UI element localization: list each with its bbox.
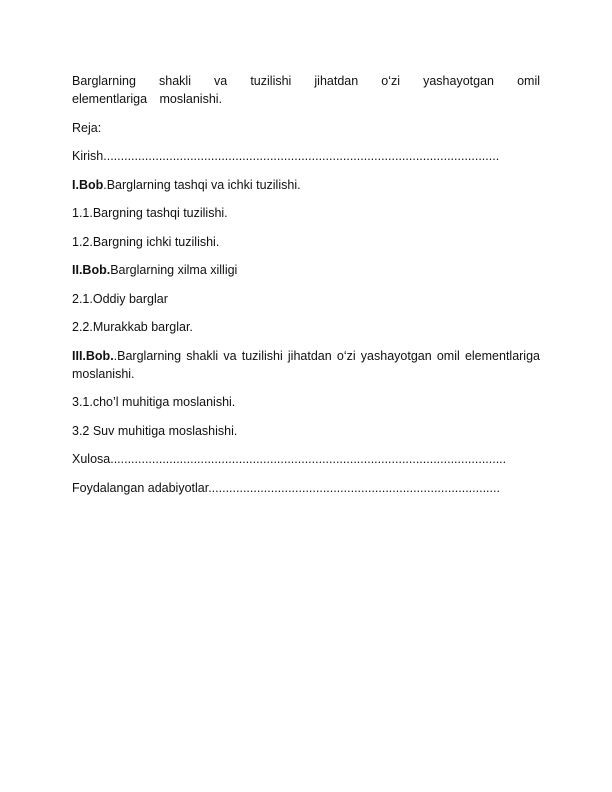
toc-item-text: Barglarning xilma xilligi (110, 263, 238, 277)
toc-item (72, 422, 540, 440)
toc-item (72, 147, 540, 165)
toc-item-text: Foydalangan adabiyotlar.................................................................................... (72, 480, 500, 495)
toc-item-prefix: II.Bob. (72, 263, 111, 277)
toc-item (72, 347, 540, 383)
toc-item (72, 318, 540, 336)
toc-item (72, 393, 540, 411)
toc-item-text: Xulosa.................................................................................................................. (72, 452, 507, 466)
toc-item-text: 1.1.Bargning tashqi tuzilishi. (72, 206, 228, 220)
table-of-contents (72, 147, 540, 497)
toc-item-prefix: III.Bob. (72, 348, 114, 363)
toc-item-text: .Barglarning tashqi va ichki tuzilishi. (103, 177, 301, 192)
toc-item-text: 1.2.Bargning ichki tuzilishi. (72, 234, 220, 249)
toc-item (72, 233, 540, 251)
toc-item-text: 2.1.Oddiy barglar (72, 291, 168, 306)
document-title: Barglarning shakli va tuzilishi jihatdan o‘zi yashayotgan omil elementlariga moslanishi. (72, 74, 540, 106)
toc-item (72, 479, 540, 497)
toc-item-text: 3.2 Suv muhitiga moslashishi. (72, 423, 238, 438)
toc-item-text: Kirish.................................................................................................................. (72, 149, 500, 163)
toc-item (72, 450, 540, 468)
toc-item-text: 2.2.Murakkab barglar. (72, 320, 193, 334)
toc-item (72, 176, 540, 194)
toc-item (72, 261, 540, 279)
toc-item-text: .Barglarning shakli va tuzilishi jihatdan o‘zi yashayotgan omil elementlariga moslanishi. (72, 348, 540, 381)
toc-item-text: 3.1.cho’l muhitiga moslanishi. (72, 395, 236, 409)
toc-item (72, 204, 540, 222)
toc-item-prefix: I.Bob (72, 177, 104, 192)
toc-item (72, 290, 540, 308)
plan-label: Reja: (72, 120, 102, 135)
